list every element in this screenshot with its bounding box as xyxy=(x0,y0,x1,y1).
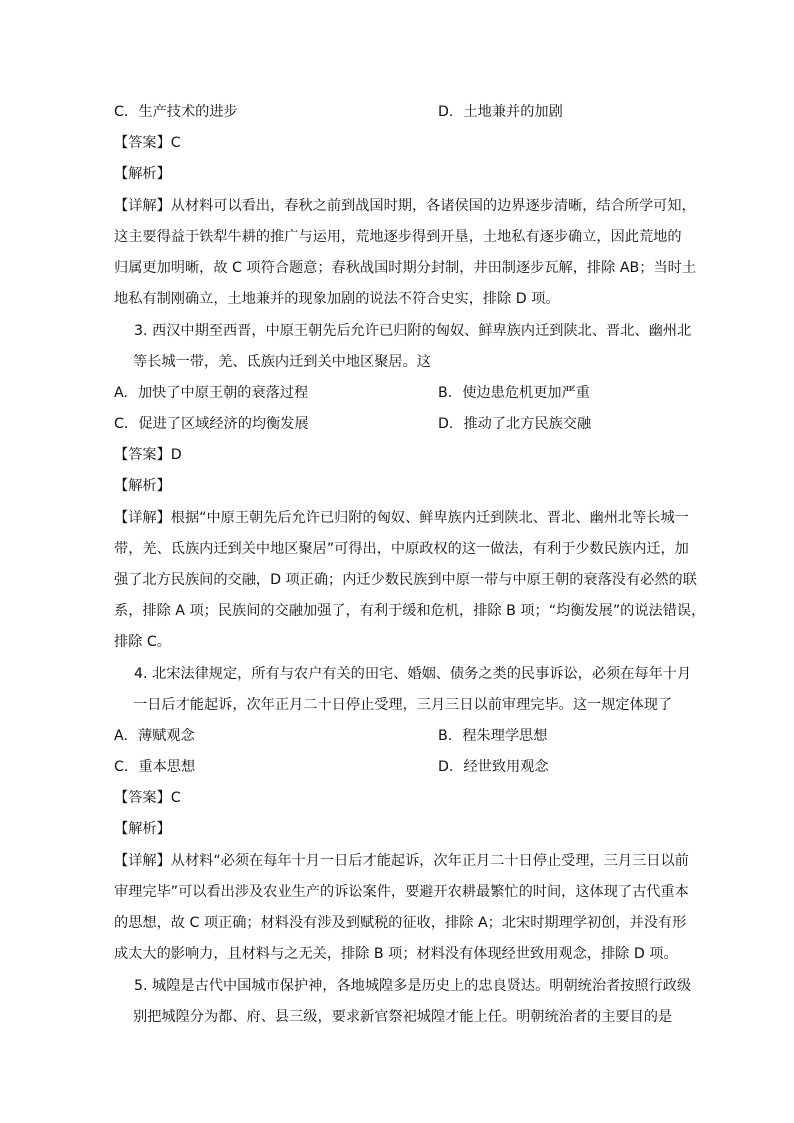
option-letter: B. xyxy=(438,385,453,401)
option-text: 土地兼并的加剧 xyxy=(463,104,563,120)
option-letter: A. xyxy=(114,385,128,401)
answer-tag: 【答案】 xyxy=(114,790,171,806)
option-text: 加快了中原王朝的衰落过程 xyxy=(137,385,309,401)
q4-detail-line-3: 的思想，故 C 项正确；材料没有涉及到赋税的征收，排除 A；北宋时期理学初创，并没有形 xyxy=(114,915,687,931)
q2-answer xyxy=(114,133,181,153)
option-text: 使边患危机更加严重 xyxy=(462,385,590,401)
q3-option-b xyxy=(438,383,590,403)
q3-answer xyxy=(114,445,182,465)
q2-detail-line-2: 这主要得益于铁犁牛耕的推广与运用，荒地逐步得到开垦，土地私有逐步确立，因此荒地的 xyxy=(114,229,682,245)
option-text: 促进了区域经济的均衡发展 xyxy=(138,416,309,432)
option-letter: B. xyxy=(438,728,453,744)
option-letter: C. xyxy=(114,759,129,775)
option-letter: A. xyxy=(114,728,128,744)
q4-option-a xyxy=(114,726,195,746)
q4-stem-line-2: 一日后才能起诉，次年正月二十日停止受理，三月三日以前审理完毕。这一规定体现了 xyxy=(133,697,673,713)
answer-value: C xyxy=(170,135,181,151)
q4-option-c xyxy=(114,757,195,777)
q4-detail-line-1 xyxy=(114,851,689,871)
detail-tag: 【详解】 xyxy=(114,198,171,214)
answer-tag: 【答案】 xyxy=(114,135,171,151)
answer-value: C xyxy=(170,790,181,806)
q2-analysis-tag: 【解析】 xyxy=(114,166,171,182)
detail-text: 从材料可以看出，春秋之前到战国时期，各诸侯国的边界逐步清晰，结合所学可知， xyxy=(170,198,696,214)
option-text: 经世致用观念 xyxy=(463,759,549,775)
q3-detail-line-4: 系，排除 A 项；民族间的交融加强了，有利于缓和危机，排除 B 项；“均衡发展”的说法错误， xyxy=(114,603,706,619)
option-text: 重本思想 xyxy=(138,759,196,775)
detail-tag: 【详解】 xyxy=(114,853,171,869)
q3-detail-line-1 xyxy=(114,508,689,528)
q5-stem-line-2: 别把城隍分为都、府、县三级，要求新官祭祀城隍才能上任。明朝统治者的主要目的是 xyxy=(133,1009,673,1025)
q2-option-c xyxy=(114,102,238,122)
answer-value: D xyxy=(170,447,182,463)
q3-analysis-tag: 【解析】 xyxy=(114,478,171,494)
option-text: 薄赋观念 xyxy=(137,728,195,744)
q3-stem-line-1: 3. 西汉中期至西晋，中原王朝先后允许已归附的匈奴、鲜卑族内迁到陕北、晋北、幽州北 xyxy=(134,323,692,339)
option-text: 推动了北方民族交融 xyxy=(463,416,592,432)
option-letter: D. xyxy=(438,416,454,432)
q3-option-c xyxy=(114,414,309,434)
option-text: 生产技术的进步 xyxy=(138,104,238,120)
q3-stem-line-2: 等长城一带，羌、氐族内迁到关中地区聚居。这 xyxy=(133,354,431,370)
option-text: 程朱理学思想 xyxy=(462,728,548,744)
option-letter: C. xyxy=(114,104,129,120)
detail-text: 根据“中原王朝先后允许已归附的匈奴、鲜卑族内迁到陕北、晋北、幽州北等长城一 xyxy=(170,510,689,526)
answer-tag: 【答案】 xyxy=(114,447,171,463)
detail-text: 从材料“必须在每年十月一日后才能起诉，次年正月二十日停止受理，三月三日以前 xyxy=(170,853,689,869)
q3-option-a xyxy=(114,383,308,403)
option-letter: C. xyxy=(114,416,129,432)
option-letter: D. xyxy=(438,104,454,120)
q2-detail-line-4: 地私有制刚确立，土地兼并的现象加剧的说法不符合史实，排除 D 项。 xyxy=(114,291,560,307)
q5-stem-line-1: 5. 城隍是古代中国城市保护神，各地城隍多是历史上的忠良贤达。明朝统治者按照行政级 xyxy=(134,978,692,994)
q4-detail-line-2: 审理完毕”可以看出涉及农业生产的诉讼案件，要避开农耕最繁忙的时间，这体现了古代重本 xyxy=(114,884,689,900)
q4-option-b xyxy=(438,726,547,746)
q2-detail-line-1 xyxy=(114,196,696,216)
option-letter: D. xyxy=(438,759,454,775)
q4-stem-line-1: 4. 北宋法律规定，所有与农户有关的田宅、婚姻、债务之类的民事诉讼，必须在每年十月 xyxy=(134,666,692,682)
q3-option-d xyxy=(438,414,591,434)
detail-tag: 【详解】 xyxy=(114,510,171,526)
q4-analysis-tag: 【解析】 xyxy=(114,821,171,837)
q2-option-d xyxy=(438,102,563,122)
q3-detail-line-5: 排除 C。 xyxy=(114,634,171,650)
q4-answer xyxy=(114,788,181,808)
q3-detail-line-2: 带，羌、氐族内迁到关中地区聚居”可得出，中原政权的这一做法，有利于少数民族内迁，加 xyxy=(114,541,689,557)
q4-option-d xyxy=(438,757,549,777)
q2-detail-line-3: 归属更加明晰，故 C 项符合题意；春秋战国时期分封制，井田制逐步瓦解，排除 AB；当时土 xyxy=(114,260,697,276)
q3-detail-line-3: 强了北方民族间的交融，D 项正确；内迁少数民族到中原一带与中原王朝的衰落没有必然的联 xyxy=(114,572,697,588)
q4-detail-line-4: 成太大的影响力，且材料与之无关，排除 B 项；材料没有体现经世致用观念，排除 D 项。 xyxy=(114,946,678,962)
